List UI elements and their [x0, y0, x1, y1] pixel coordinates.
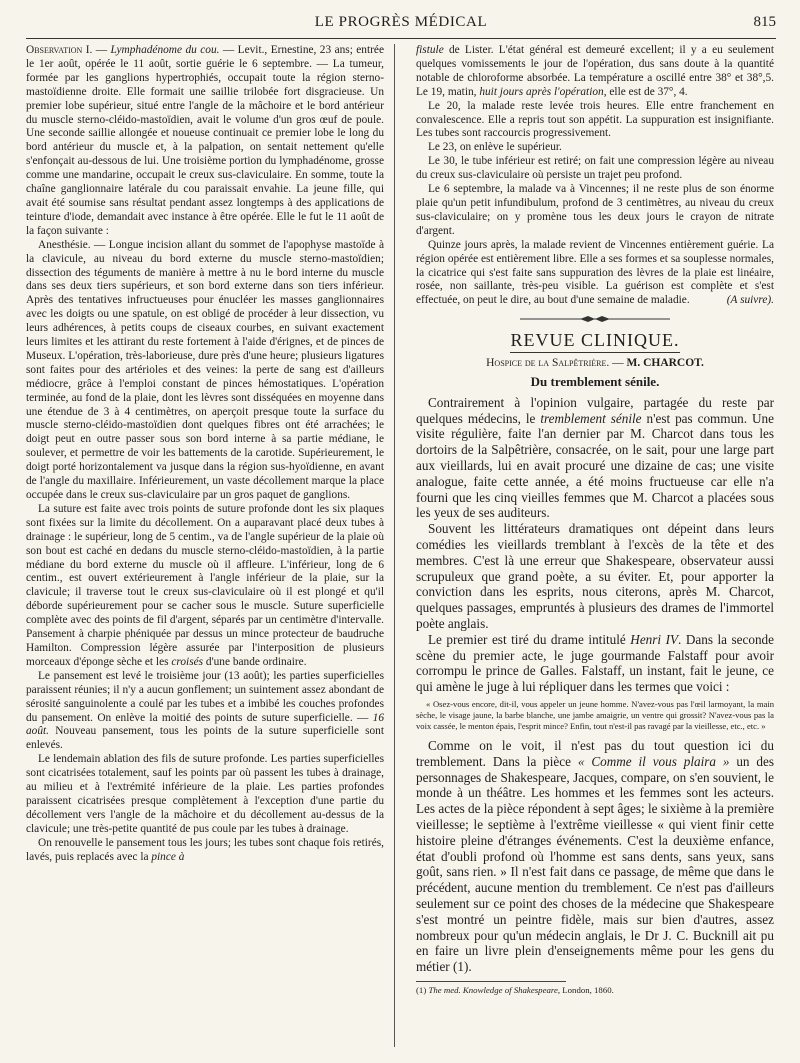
pansement-text: Le pansement est levé le troisième jour (13 août); les parties superficielles paraissent réunies; il n'y a aucun gonflement; un suintement assez abondant de sérosité sanguinolente a coulé par les tubes et a imbibé les couches profondes du pansement. On enlève la moitié des points de suture superficielle. —: [26, 669, 384, 724]
article-paragraph-4: [416, 738, 774, 975]
observation-dash: —: [92, 44, 111, 56]
le-20-paragraph: Le 20, la malade reste levée trois heures. Elle entre franchement en convalescence. Elle a repris tout son appétit. La suppuration est insignifiante. Les tubes sont raccourcis progressivement.: [416, 99, 774, 140]
running-title: LE PROGRÈS MÉDICAL: [314, 14, 488, 30]
a3-end: . Dans la seconde scène du premier acte, le juge gourmande Falstaff pour avoir corrompu le prince de Galles. Falstaff, un instant, fait le jeune, ce qui amène le juge à lui répliquer dans les termes que voici :: [416, 631, 774, 695]
le-6-paragraph: Le 6 septembre, la malade va à Vincennes; il ne reste plus de son énorme plaie qu'un petit infundibulum, profond de 3 centimètres, au niveau du creux sus-claviculaire; on y promène tous les deux jours le crayon de nitrate d'argent.: [416, 183, 774, 237]
footnote-rest: , London, 1860.: [557, 984, 614, 995]
suture-text: La suture est faite avec trois points de suture profonde dont les six plaques sont fixées sur la limite du décollement. On a auparavant placé deux tubes à drainage : le supérieur, long de 5 centim., va de l'angle supérieur de la plaie où son bout est caché en dedans du muscle sterno-cléido-mastoïdien, à la partie médiane du bord externe du muscle où il affleure. L'inférieur, long de 6 centim., est ouvert extérieurement à l'angle inférieur de la plaie, sur la clavicule; il traverse tout le creux sus-claviculaire où il est plongé et qu'il déborde supérieurement pour se cacher sous le muscle. Suture superficielle complète avec des points de fil d'argent, séparés par un centimètre d'intervalle. Pansement à charpie phéniquée par dessus un mince protecteur de baudruche Hamilton. Compression légère assurée par l'interposition de plusieurs morceaux d'éponge sèche et les: [26, 502, 384, 668]
article-title: Du tremblement sénile.: [530, 373, 660, 389]
a1-end: n'est pas commun. Une visite régulière, faite l'an dernier par M. Charcot dans tous les dortoirs de la Salpêtrière, consacrée, on le sait, pour une large part aux vieillards, lui en avait procuré une dizaine de cas; une visite analogue, faite cette année, a été moins fructueuse car elle n'a fourni que les cinq vieilles femmes que M. Charcot a placées sous les yeux de ses auditeurs.: [416, 410, 774, 521]
article-paragraph-1: [416, 395, 774, 521]
article-paragraph-3: [416, 632, 774, 695]
hospice-name: Hospice de la Salpêtrière.: [486, 357, 610, 370]
suture-end: d'une bande ordinaire.: [203, 655, 307, 668]
croises-word: croisés: [171, 655, 204, 668]
renouvelle-paragraph: [26, 837, 384, 865]
right-column: [416, 44, 774, 1047]
quinze-jours-paragraph: [416, 239, 774, 309]
running-head: [26, 14, 776, 34]
le-23-paragraph: Le 23, on enlève le supérieur.: [428, 141, 562, 154]
left-column: [26, 44, 384, 1047]
ornament-divider: [416, 314, 774, 328]
observation-label: Observation I.: [26, 44, 93, 56]
observation-paragraph: [26, 44, 384, 239]
quote-text: « Osez-vous encore, dit-il, vous appeler un jeune homme. N'avez-vous pas l'œil larmoyant, la main sèche, le visage jaune, la barbe blanche, une jambe amaigrie, un ventre qui grossit? N'avez-vous pas la voix cassée, le menton épais, l'esprit mince? Enfin, tout n'est-il pas ravagé par la vieillesse, etc., etc. »: [416, 698, 774, 731]
a4-end: un des personnages de Shakespeare, Jacques, compare, on s'en souvient, le monde à un théâtre. Les hommes et les femmes sont les acteurs. Les actes de la pièce répondent à sept âges; le sixième à la première vieillesse; le septième à l'extrême vieillesse « qui vient finir cette histoire pleine d'étranges événements. C'est la deuxième enfance, état d'oubli profond où l'homme est sans dents, sans yeux, sans goût, sans rien. » Il n'est fait dans ce passage, de même que dans le précédent, aucune mention du tremblement. Ce n'est pas d'ailleurs seulement sur ce point des choses de la médecine que Shakespeare s'est montré un peintre fidèle, mais sur bien d'autres, assez nombreux pour qu'un médecin anglais, le Dr J. C. Bucknill ait pu en faire un livre plein d'enseignements même pour les gens du métier (1).: [416, 753, 774, 975]
a-suivre: (A suivre).: [726, 294, 774, 307]
ornament-line-icon: [520, 315, 670, 323]
a3-text: Le premier est tiré du drame intitulé: [428, 631, 631, 647]
fistule-end: , elle est de 37°, 4.: [603, 85, 688, 98]
fistule-paragraph: [416, 44, 774, 100]
a1-text: Contrairement à l'opinion vulgaire, partagée du reste par quelques médecins, le: [416, 394, 774, 426]
article-body-cont: [416, 738, 774, 975]
observation-title: Lymphadénome du cou.: [110, 44, 220, 56]
pince-word: pince à: [151, 850, 185, 863]
footnote: [416, 985, 774, 996]
footnote-title: The med. Knowledge of Shakespeare: [428, 984, 558, 995]
section-title: REVUE CLINIQUE.: [510, 330, 680, 351]
subheading-dash: —: [609, 357, 627, 370]
huit-jours: huit jours après l'opération: [479, 85, 604, 98]
footnote-number: (1): [416, 984, 429, 995]
quinze-jours-text: Quinze jours après, la malade revient de Vincennes entièrement guérie. La région opérée est entièrement libre. Elle a ses formes et sa souplesse normales, la cicatrice qui s'est faite sans suppuration des lèvres de la plaie est linéaire, rosée, non saillante, très-peu visible. La guérison est complète et s'est effectuée, on peut le dire, au bout d'une semaine de maladie.: [416, 238, 774, 307]
observation-intro: — Levit., Ernestine, 23 ans; entrée le 1er août, opérée le 11 août, sortie guérie le 6 septembre. — La tumeur, formée par les ganglions hypertrophiés, occupait toute la région sterno-mastoïdienne droite. Elle formait une saillie trilobée fort disgracieuse. Un premier lobe supérieur, situé entre l'angle de la mâchoire et le bord antérieur du muscle sterno-cléido-mastoïdien, avait le volume d'un gros œuf de poule. Une seconde saillie allongée et noueuse continuait ce premier lobe le long du bord antérieur du muscle et, à la palpation, on sentait nettement qu'elle s'enfonçait au-dessous de lui. Une troisième portion du lymphadénome, grosse comme une mandarine, occupait le creux sus-claviculaire. En somme, toute la chaîne ganglionnaire latérale du cou paraissait envahie. La jeune fille, qui avait été soumise sans résultat pendant assez longtemps à des applications de teinture d'iode, demandait avec instance à être opérée. Elle le fut le 11 août de la façon suivante :: [26, 44, 384, 237]
a4-text: Comme on le voit, il n'est pas du tout question ici du tremblement. Dans la pièce: [416, 737, 774, 769]
fistule-word: fistule: [416, 44, 444, 56]
section-title-rule: [510, 352, 680, 353]
footnote-rule: [416, 981, 566, 982]
page-number: 815: [753, 14, 776, 30]
suture-paragraph: [26, 503, 384, 670]
pansement-date: 16 août.: [26, 711, 384, 738]
subheading: [416, 357, 774, 371]
renouvelle-text: On renouvelle le pansement tous les jours; les tubes sont chaque fois retirés, lavés, puis replacés avec la: [26, 836, 384, 863]
a4-italic: « Comme il vous plaira »: [577, 753, 730, 769]
pansement-paragraph: [26, 670, 384, 753]
article-paragraph-2: Souvent les littérateurs dramatiques ont dépeint dans leurs comédies les vieillards tremblant à l'excès de la tête et des membres. C'est là une erreur que Shakespeare, observateur aussi scrupuleux que grand poète, a su éviter. Et, pour apporter la conviction dans les esprits, nous citerons, après M. Charcot, quelques passages, empruntés à plusieurs des drames de l'immortel poète anglais.: [416, 521, 774, 631]
a3-italic: Henri IV: [630, 631, 679, 647]
column-divider: [394, 44, 395, 1047]
header-rule: [26, 38, 776, 39]
le-30-paragraph: Le 30, le tube inférieur est retiré; on fait une compression légère au niveau du creux sus-claviculaire où persiste un trajet peu profond.: [416, 155, 774, 182]
pansement-end: Nouveau pansement, tous les points de la suture superficielle sont enlevés.: [26, 725, 384, 752]
anesthesie-paragraph: Anesthésie. — Longue incision allant du sommet de l'apophyse mastoïde à la clavicule, au niveau du bord externe du muscle sterno-mastoïdien; dissection des téguments de manière à mettre à nu le bord interne du muscle dans ses deux tiers supérieurs, et son bord externe dans son tiers inférieur. Après des tentatives infructueuses pour énucléer les masses ganglionnaires avec les doigts ou une spatule, on est obligé de procéder à leur dissection, vu leurs adhérences, à petits coups de ciseaux courbes, en suivant exactement leurs limites et les attirant du reste fortement à l'aide d'érignes, et de pinces de Museux. L'opération, très-laborieuse, dure près d'une heure; plusieurs ligatures sont faites pour des artérioles et des veines: la perte de sang est d'ailleurs médiocre, grâce à l'emploi constant de pinces hémostatiques. L'opération terminée, au fond de la plaie, dont les lèvres sont disséquées en moyenne dans une étendue de 3 à 4 centimètres, on aperçoit presque toute la surface du muscle sterno-cléido-mastoïdien dont quelques fibres ont été arrachées; le doigt peut en outre passer sous son bord interne à sa partie médiane, le soulever, et permettre de voir les battements de la carotide. Supérieurement, le doigt porté horizontalement va jusque dans la région sus-hyoïdienne, en avant de l'angle du maxillaire. Inférieurement, un vaste décollement marque la place occupée dans le creux sus-claviculaire par un gros paquet de ganglions.: [26, 238, 384, 501]
fistule-text: de Lister. L'état général est demeuré excellent; il y a eu seulement quelques vomissements le jour de l'opération, dus sans doute à la quantité notable de chloroforme absorbée. La température a oscillé entre 38° et 38°,5. Le 19, matin,: [416, 44, 774, 98]
author-name: M. CHARCOT.: [626, 357, 704, 370]
a1-italic: tremblement sénile: [540, 410, 642, 426]
shakespeare-quote: [416, 699, 774, 732]
lendemain-paragraph: Le lendemain ablation des fils de suture profonde. Les parties superficielles sont cicatrisées totalement, sauf les points par où passent les tubes à drainage, au milieu et à l'extrémité inférieure de la plaie. Les parties profondes paraissent cicatrisées presque complètement à l'exception d'une partie du décollement vers l'angle de la mâchoire et du décollement au-dessus de la clavicule; une très-petite quantité de pus coule par les tubes à drainage.: [26, 753, 384, 835]
article-body: [416, 395, 774, 695]
